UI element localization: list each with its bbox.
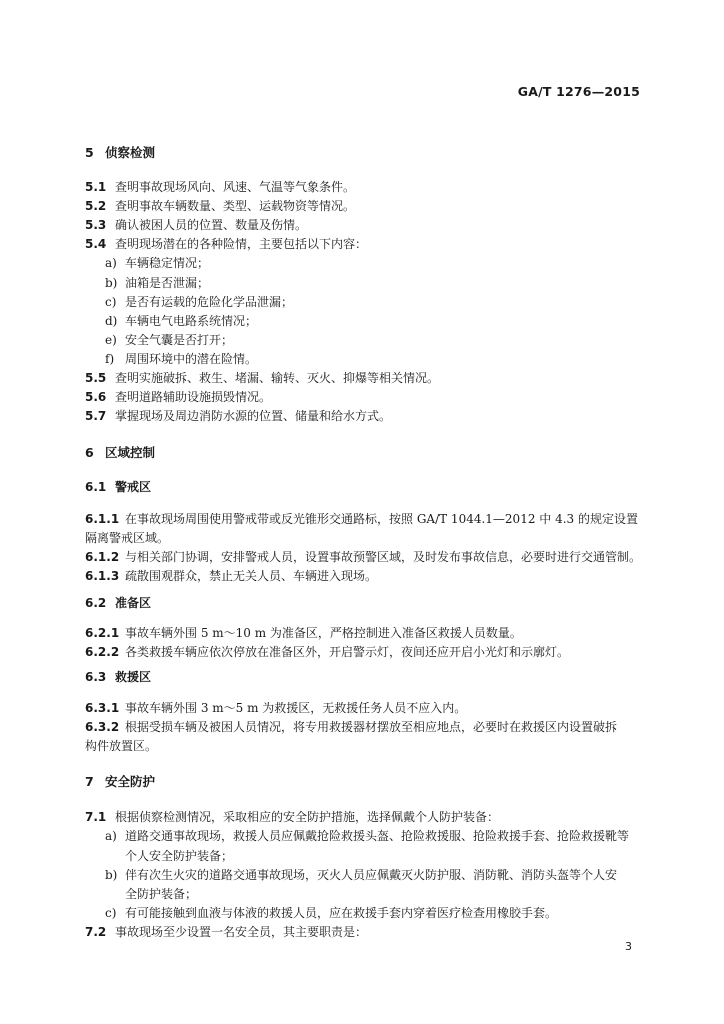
list-item xyxy=(105,904,557,921)
item-continuation: 个人安全防护装备； xyxy=(125,849,234,863)
clause-number: 6.1.3 xyxy=(85,569,120,583)
clause-text: 事故车辆外围 3 m～5 m 为救援区，无救援任务人员不应入内。 xyxy=(125,701,467,715)
item-marker: c) xyxy=(105,906,117,920)
clause-text: 掌握现场及周边消防水源的位置、储量和给水方式。 xyxy=(115,409,392,423)
subsection-number: 6.2 xyxy=(85,596,107,610)
subsection-title: 警戒区 xyxy=(115,480,152,494)
clause-text: 查明道路辅助设施损毁情况。 xyxy=(115,390,272,404)
clause-6-2-1 xyxy=(85,624,522,641)
item-marker: b) xyxy=(105,868,118,882)
item-text: 车辆稳定情况； xyxy=(125,256,210,270)
subsection-6-3-heading xyxy=(85,668,151,685)
list-item xyxy=(105,827,629,844)
item-marker: a) xyxy=(105,829,117,843)
clause-6-3-2 xyxy=(85,718,617,735)
clause-number: 5.5 xyxy=(85,371,107,385)
clause-text: 根据侦察检测情况，采取相应的安全防护措施，选择佩戴个人防护装备： xyxy=(115,810,500,824)
clause-text: 疏散围观群众，禁止无关人员、车辆进入现场。 xyxy=(125,569,378,583)
clause-text: 事故现场至少设置一名安全员，其主要职责是： xyxy=(115,925,368,939)
list-item xyxy=(105,254,209,271)
item-text: 道路交通事故现场，救援人员应佩戴抢险救援头盔、抢险救援服、抢险救援手套、抢险救援靴等 xyxy=(125,829,630,843)
clause-number: 6.3.2 xyxy=(85,720,120,734)
list-item xyxy=(105,274,209,291)
subsection-number: 6.1 xyxy=(85,480,107,494)
clause-6-1-1 xyxy=(85,510,638,527)
section-7-heading xyxy=(85,772,155,790)
clause-number: 7.2 xyxy=(85,925,107,939)
clause-text: 与相关部门协调，安排警戒人员，设置事故预警区域，及时发布事故信息，必要时进行交通管制。 xyxy=(125,550,642,564)
clause-number: 5.1 xyxy=(85,180,107,194)
clause-6-1-2 xyxy=(85,548,641,565)
clause-text: 根据受损车辆及被困人员情况，将专用救援器材摆放至相应地点，必要时在救援区内设置破拆 xyxy=(125,720,618,734)
item-text: 油箱是否泄漏； xyxy=(125,276,210,290)
clause-7-2 xyxy=(85,923,367,940)
section-title: 安全防护 xyxy=(105,774,156,789)
page-number: 3 xyxy=(625,940,632,953)
item-marker: b) xyxy=(105,276,118,290)
item-marker: d) xyxy=(105,314,118,328)
clause-number: 5.2 xyxy=(85,199,107,213)
clause-text: 事故车辆外围 5 m～10 m 为准备区，严格控制进入准备区救援人员数量。 xyxy=(125,626,522,640)
list-item xyxy=(105,331,233,348)
subsection-title: 准备区 xyxy=(115,596,152,610)
item-marker: a) xyxy=(105,256,117,270)
section-title: 区域控制 xyxy=(105,445,156,460)
item-text: 安全气囊是否打开； xyxy=(125,333,234,347)
clause-number: 6.1.1 xyxy=(85,512,120,526)
section-number: 5 xyxy=(85,145,94,160)
list-item xyxy=(105,312,257,329)
clause-5-7 xyxy=(85,407,391,424)
item-text: 有可能接触到血液与体液的救援人员，应在救援手套内穿着医疗检查用橡胶手套。 xyxy=(125,906,558,920)
clause-5-3 xyxy=(85,216,307,233)
section-number: 6 xyxy=(85,445,94,460)
clause-5-5 xyxy=(85,369,439,386)
subsection-6-1-heading xyxy=(85,478,151,495)
item-text: 伴有次生火灾的道路交通事故现场，灭火人员应佩戴灭火防护服、消防靴、消防头盔等个人安 xyxy=(125,868,618,882)
clause-continuation: 隔离警戒区域。 xyxy=(85,531,170,545)
item-marker: f) xyxy=(105,352,115,366)
list-item xyxy=(105,350,257,367)
clause-number: 5.6 xyxy=(85,390,107,404)
item-marker: c) xyxy=(105,295,117,309)
subsection-title: 救援区 xyxy=(115,670,152,684)
clause-text: 在事故现场周围使用警戒带或反光锥形交通路标，按照 GA/T 1044.1—2012 中 4.3 的规定设置 xyxy=(125,512,638,526)
clause-text: 各类救援车辆应依次停放在准备区外，开启警示灯，夜间还应开启小光灯和示廓灯。 xyxy=(125,645,570,659)
item-continuation: 全防护装备； xyxy=(125,887,198,901)
clause-5-6 xyxy=(85,388,271,405)
clause-6-1-3 xyxy=(85,567,377,584)
clause-number: 5.3 xyxy=(85,218,107,232)
clause-7-1 xyxy=(85,808,499,825)
item-marker: e) xyxy=(105,333,117,347)
clause-6-3-1 xyxy=(85,699,466,716)
clause-number: 5.4 xyxy=(85,237,107,251)
clause-continuation: 构件放置区。 xyxy=(85,739,158,753)
section-number: 7 xyxy=(85,774,94,789)
section-title: 侦察检测 xyxy=(105,145,156,160)
clause-text: 查明现场潜在的各种险情，主要包括以下内容： xyxy=(115,237,368,251)
clause-number: 5.7 xyxy=(85,409,107,423)
list-item xyxy=(105,293,293,310)
clause-5-2 xyxy=(85,197,355,214)
section-6-heading xyxy=(85,443,155,461)
list-item xyxy=(105,866,617,883)
item-text: 车辆电气电路系统情况； xyxy=(125,314,258,328)
clause-text: 查明实施破拆、救生、堵漏、输转、灭火、抑爆等相关情况。 xyxy=(115,371,440,385)
item-text: 周围环境中的潜在险情。 xyxy=(125,352,258,366)
standard-code: GA/T 1276—2015 xyxy=(517,84,640,99)
clause-text: 确认被困人员的位置、数量及伤情。 xyxy=(115,218,308,232)
clause-6-2-2 xyxy=(85,643,569,660)
section-5-heading xyxy=(85,143,155,161)
clause-5-1 xyxy=(85,178,355,195)
subsection-number: 6.3 xyxy=(85,670,107,684)
subsection-6-2-heading xyxy=(85,594,151,611)
clause-number: 6.3.1 xyxy=(85,701,120,715)
clause-number: 6.2.1 xyxy=(85,626,120,640)
clause-text: 查明事故现场风向、风速、气温等气象条件。 xyxy=(115,180,356,194)
clause-number: 7.1 xyxy=(85,810,107,824)
clause-text: 查明事故车辆数量、类型、运载物资等情况。 xyxy=(115,199,356,213)
item-text: 是否有运载的危险化学品泄漏； xyxy=(125,295,294,309)
clause-number: 6.1.2 xyxy=(85,550,120,564)
clause-5-4 xyxy=(85,235,367,252)
clause-number: 6.2.2 xyxy=(85,645,120,659)
